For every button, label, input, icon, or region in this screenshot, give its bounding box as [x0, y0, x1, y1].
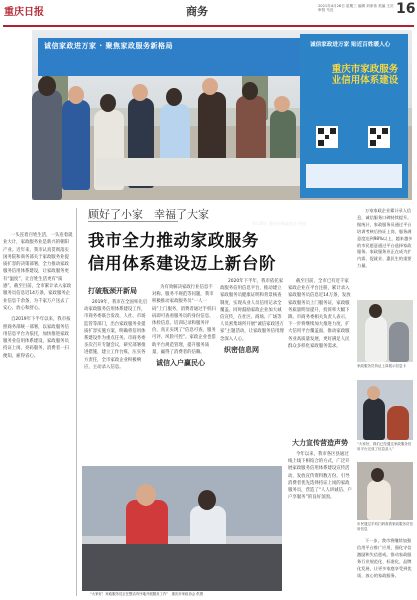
body-paragraph: 截至目前，全市已有近千家家政企业在平台注册，累计录入家政服务员信息近14万条，发放家政服务员上门服务证，家政服务质量明显提升，投诉率大幅下降。市商务委相关负责人表示，下一步将继续加大推进力度，扩大信用平台覆盖面，推动家政服务业高质量发展，更好满足人民群众多样化家政服务需求。: [288, 279, 351, 349]
event-banner: [38, 38, 300, 76]
newspaper-logo: 重庆日报: [4, 7, 44, 18]
person: [367, 480, 391, 520]
person: [62, 100, 90, 190]
person-head: [371, 468, 384, 482]
body-paragraph: 万家家政企业累计录入信息，诚信服务口碑持续提升。据统计，家政服务员通过平台培训考核后持证上岗，服务满意度达到98%以上，越来越多的市民愿意通过平台选择家政服务。家政服务业正在成为扩内需、促就业、惠民生的重要力量。: [357, 208, 413, 269]
subheading: 诚信入户赢民心: [156, 359, 205, 368]
body-paragraph: 今年以来，我市各区县通过线上线下相结合的方式，广泛开展家政服务信用体系建设宣传活动，发放宣传资料数万份，引导消费者优先选择持证上岗的家政服务员，营造了“人人讲诚信、户户享服务”的良好氛围。: [288, 452, 352, 501]
person-head: [369, 304, 382, 318]
header-divider: [3, 25, 414, 27]
photo-caption: “大家好，我们已经通过家政服务信用平台完成了信息录入”: [357, 442, 412, 451]
body-paragraph: 下一步，我市将继续加强信用平台推广应用，强化守信激励和失信惩戒，推动家政服务行业规范化、标准化、品牌化发展，让更多家庭享受到优质、放心的家政服务。: [357, 538, 412, 578]
poster-header: 诚信家政进万家 贴近百姓暖人心: [310, 42, 391, 48]
person-head: [100, 94, 116, 112]
poster-title: 重庆市家政服务业信用体系建设: [331, 64, 399, 86]
kicker-headline: 顾好了小家 幸福了大家: [88, 208, 209, 221]
subheading: 织密信息网: [224, 345, 259, 354]
subheading: 大力宣传营造声势: [292, 439, 348, 447]
body-column-c: [220, 278, 284, 358]
subheading: 打破瓶颈开新局: [88, 287, 137, 295]
main-headline-line2: 信用体系建设迈上新台阶: [88, 254, 277, 273]
person-head: [136, 484, 156, 506]
body-column-d2: [288, 436, 352, 501]
lead-paragraph: 自2019年下半年以来，我市按照商务部统一部署，以家政服务信用信息平台为依托，加快推进家政服务业信用体系建设，家政服务员持证上岗、亮码服务，消费者一扫便知，雇得省心。: [3, 317, 71, 359]
kicker-underline: [88, 221, 178, 222]
qr-code-icon: [368, 126, 390, 148]
right-column: [357, 208, 413, 270]
person: [387, 406, 409, 440]
poster-footer: [306, 164, 402, 188]
right-column-bottom: [357, 538, 413, 579]
person: [363, 398, 385, 440]
lead-paragraph: 一头连着百姓生活，一头连着就业大计，家政服务业是新兴的朝阳产业。近年来，我市认真贯彻落实国务院和商务部关于家政服务业提质扩容的决策部署，全力推动家政服务信用体系建设，让家政服务更有“温度”，让百姓生活更有“质感”。截至目前，全市累计录入家政服务员信息近14万条，家政服务企业信息千余条，为千家万户送去了安心、放心和舒心。: [3, 233, 73, 311]
body-column-b: [152, 284, 216, 371]
body-paragraph: 2019年，我市在全国率先启动家政服务信用体系建设工作，市商务委联合发改、人社、市场监管等部门，出台家政服务业提质扩容实施方案，明确将信用体系建设作为重点任务。市商务委多次召开专题会议，研究部署推进措施，建立工作台账，压实各方责任，全市家政企业积极响应，主动录入信息。: [84, 300, 148, 370]
photo-caption: 家政服务员持证上岗展示信息卡: [357, 364, 406, 368]
body-column-a: [84, 284, 148, 371]
workbench: [82, 544, 282, 591]
person-head: [198, 490, 216, 510]
column-divider: [76, 208, 77, 596]
right-photo-2: [357, 380, 413, 440]
body-column-d: [288, 278, 352, 350]
person-head: [274, 96, 290, 112]
person-head: [132, 84, 148, 101]
edition-info: 2021年4月28日 星期三 编辑 刘家伟 美编 王庆 审校 马宜: [318, 4, 394, 13]
bottom-photo: [82, 466, 282, 591]
person-head: [242, 82, 258, 100]
person: [365, 316, 387, 362]
banner-text: 诚信家政进万家 · 聚焦家政服务新格局: [44, 42, 174, 50]
person-head: [202, 78, 218, 95]
photo-caption: 市民通过手机扫码查看家政服务员信用信息: [357, 522, 413, 531]
right-photo-3: [357, 462, 413, 520]
lead-column: [3, 232, 73, 360]
service-table: [96, 158, 306, 186]
photo-caption: “大家好！家政服务员正在整洁有序地开展服务工作” 重庆市家政协会 供图: [90, 592, 204, 596]
person: [389, 322, 409, 362]
page-header: [0, 0, 417, 24]
body-paragraph: 2020年下半年，我市依托家政服务信用信息平台，推动建立家政服务员健康证明和背景核查制度，实现从业人员信用记录全覆盖。同时鼓励家政企业加大诚信宣传，在社区、商场、广场等人员密集场所开展“诚信家政进万家”主题活动，让家政服务信用理念深入人心。: [220, 279, 284, 342]
main-headline-line1: 我市全力推动家政服务: [88, 231, 259, 250]
person-head: [367, 386, 380, 400]
person: [32, 90, 62, 200]
body-paragraph: 为有效解决家政行业信息不对称、服务不规范等问题，我市积极推动家政服务员“一人一码”上门服务，消费者通过手机扫码即可查看服务员的身份信息、体检信息、培训记录和服务评价，真正实现了“信息可查、服务可评、风险可控”。家政企业也借助平台规范管理，提升服务质量，赢得了消费者的信赖。: [152, 285, 216, 355]
section-title: 商务: [186, 5, 208, 18]
page-number: 16: [396, 1, 416, 17]
qr-code-icon: [316, 126, 338, 148]
person-head: [166, 88, 182, 106]
photo-background: [82, 466, 282, 536]
right-photo-1: [357, 300, 413, 362]
person-head: [68, 86, 84, 104]
photo-credit: 4月26日 重庆市家政协会 供图: [252, 221, 307, 226]
person-head: [38, 76, 56, 96]
promo-poster: [300, 34, 408, 198]
